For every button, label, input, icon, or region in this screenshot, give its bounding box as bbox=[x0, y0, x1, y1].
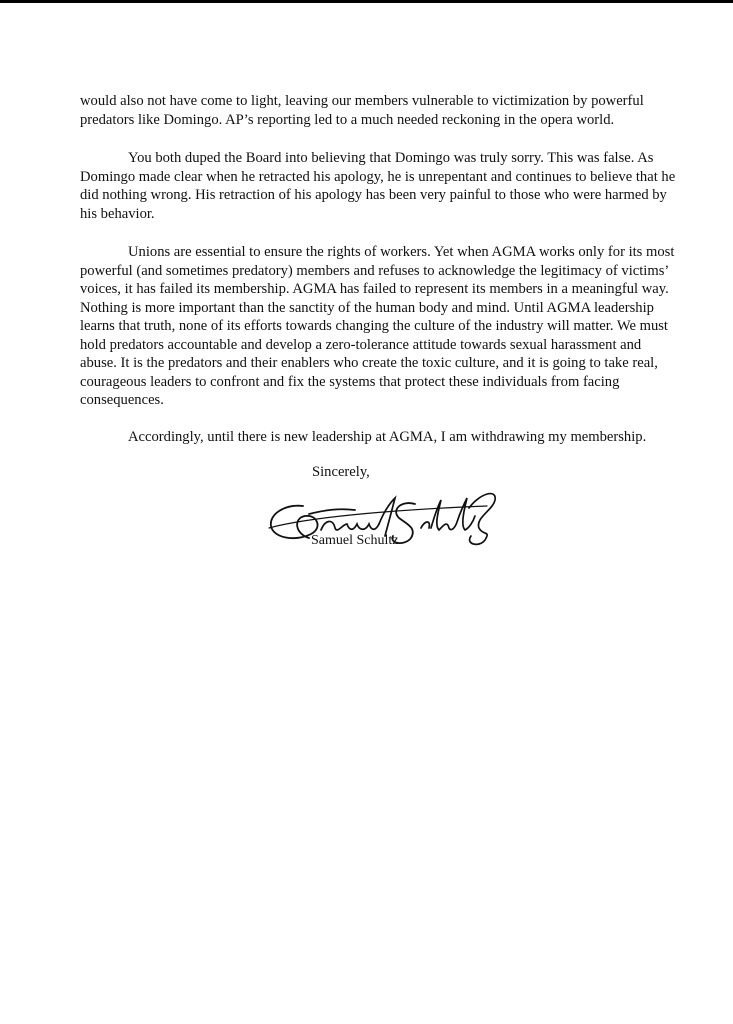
paragraph-4: Accordingly, until there is new leadership at AGMA, I am withdrawing my membership. bbox=[128, 428, 647, 445]
paragraph-1: would also not have come to light, leaving our members vulnerable to victimization by powerful predators like Domingo. AP’s reporting led to a much needed reckoning in the opera world. bbox=[80, 93, 644, 128]
closing-salutation: Sincerely, bbox=[312, 464, 370, 480]
paragraph-3: Unions are essential to ensure the rights of workers. Yet when AGMA works only for its most powerful (and sometimes predatory) members and refuses to acknowledge the legitimacy of victims’ voices, it has failed its membership. AGMA has failed to represent its members in a meaningful way. Nothing is more important than the sanctity of the human body and mind. Until AGMA leadership learns that truth, none of its efforts towards changing the culture of the industry will matter. We must hold predators accountable and develop a zero-tolerance attitude towards sexual harassment and abuse. It is the predators and their enablers who create the toxic culture, and it is going to take real, courageous leaders to confront and fix the systems that protect these individuals from facing consequences. bbox=[80, 244, 675, 408]
paragraph-2: You both duped the Board into believing that Domingo was truly sorry. This was false. As Domingo made clear when he retracted his apology, he is unrepentant and continues to believe that he did nothing wrong. His retraction of his apology has been very painful to those who were harmed by his behavior. bbox=[80, 150, 676, 222]
letter-body bbox=[80, 92, 680, 446]
top-edge-bar bbox=[0, 0, 733, 3]
signer-name: Samuel Schultz bbox=[311, 533, 399, 548]
